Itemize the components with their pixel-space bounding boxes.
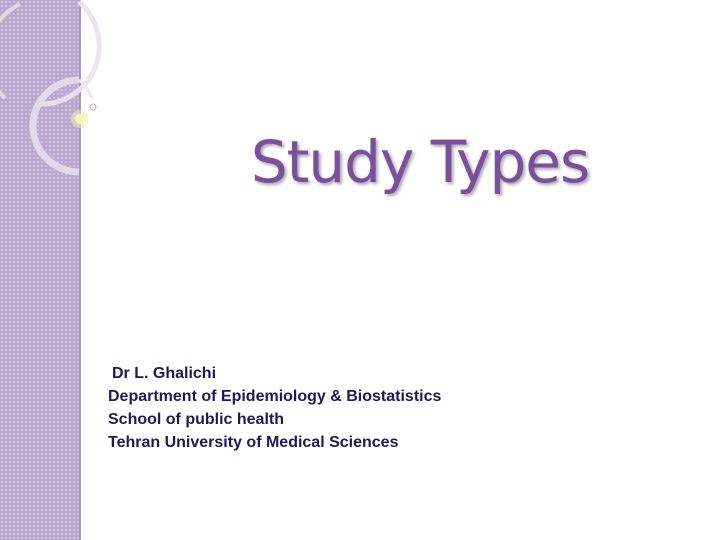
department-line: Department of Epidemiology & Biostatistics [108,388,442,405]
decorative-rings-icon [0,0,140,200]
school-line: School of public health [108,411,284,428]
author-line: Dr L. Ghalichi [112,365,217,382]
slide-title: Study Types [250,128,590,196]
subtitle-block [108,362,668,454]
small-ring-icon [90,104,96,110]
university-line: Tehran University of Medical Sciences [108,434,399,451]
accent-dot-icon [71,110,89,128]
